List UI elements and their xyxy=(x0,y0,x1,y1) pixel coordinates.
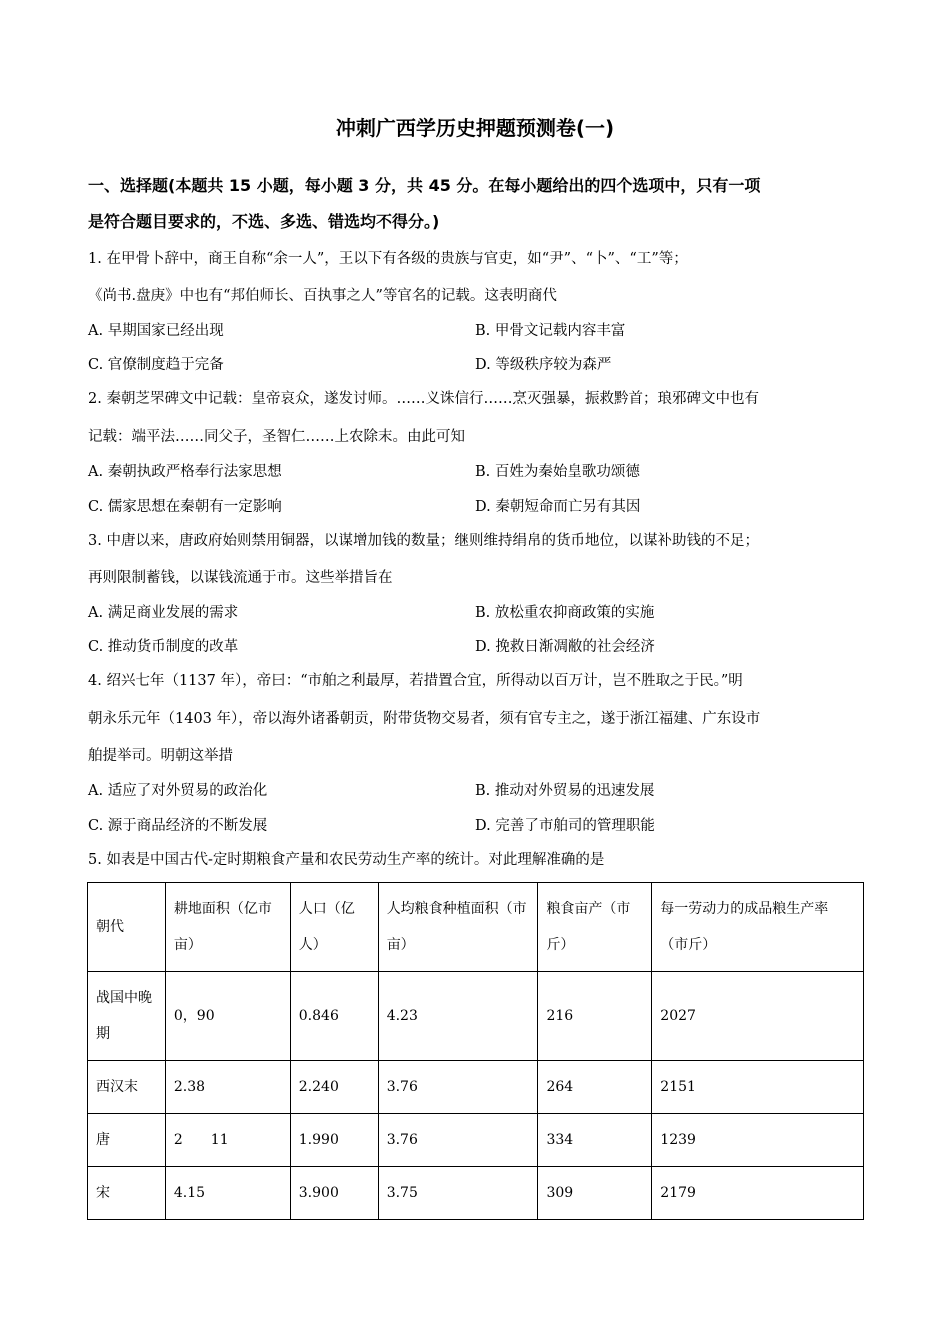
table-header-cell: 朝代 xyxy=(88,883,166,972)
table-row xyxy=(88,1061,864,1114)
question-4-line-2: 朝永乐元年（1403 年），帝以海外诸番朝贡，附带货物交易者，须有官专主之，遂于浙江福建、广东设市 xyxy=(88,711,761,727)
table-cell: 2 11 xyxy=(165,1114,290,1167)
question-3-option-d: D. 挽救日渐凋敝的社会经济 xyxy=(475,639,655,655)
question-1-option-c: C. 官僚制度趋于完备 xyxy=(88,357,224,373)
table-cell: 2151 xyxy=(652,1061,864,1114)
table-cell: 1239 xyxy=(652,1114,864,1167)
question-3-line-1: 3. 中唐以来，唐政府始则禁用铜器，以谋增加钱的数量；继则维持绢帛的货币地位，以谋补助钱的不足； xyxy=(88,533,759,549)
question-2-option-b: B. 百姓为秦始皇歌功颂德 xyxy=(475,464,640,480)
table-cell: 216 xyxy=(538,972,652,1061)
table-row xyxy=(88,1114,864,1167)
question-1-line-1: 1. 在甲骨卜辞中，商王自称“余一人”，王以下有各级的贵族与官吏，如“尹”、“卜”、“工”等； xyxy=(88,251,688,267)
question-4-line-3: 舶提举司。明朝这举措 xyxy=(88,748,233,764)
question-3-line-2: 再则限制蓄钱，以谋钱流通于市。这些举措旨在 xyxy=(88,570,393,586)
table-cell: 264 xyxy=(538,1061,652,1114)
table-cell: 3.900 xyxy=(290,1167,378,1220)
question-1-line-2: 《尚书.盘庚》中也有“邦伯师长、百执事之人”等官名的记载。这表明商代 xyxy=(88,288,557,304)
question-5-line-1: 5. 如表是中国古代-定时期粮食产量和农民劳动生产率的统计。对此理解准确的是 xyxy=(88,852,605,868)
table-header-cell: 人均粮食种植面积（市亩） xyxy=(378,883,538,972)
table-row xyxy=(88,1167,864,1220)
question-1-option-b: B. 甲骨文记载内容丰富 xyxy=(475,323,626,339)
question-2-option-c: C. 儒家思想在秦朝有一定影响 xyxy=(88,499,282,515)
question-4-line-1: 4. 绍兴七年（1137 年），帝曰：“市舶之利最厚，若措置合宜，所得动以百万计，岂不胜取之于民。”明 xyxy=(88,673,743,689)
section-instruction-line-1: 一、选择题(本题共 15 小题，每小题 3 分，共 45 分。在每小题给出的四个选项中，只有一项 xyxy=(88,176,761,195)
table-cell: 1.990 xyxy=(290,1114,378,1167)
question-4-option-b: B. 推动对外贸易的迅速发展 xyxy=(475,783,655,799)
table-cell: 2179 xyxy=(652,1167,864,1220)
question-4-option-c: C. 源于商品经济的不断发展 xyxy=(88,818,268,834)
page-title: 冲刺广西学历史押题预测卷(一) xyxy=(335,116,615,140)
question-3-option-b: B. 放松重农抑商政策的实施 xyxy=(475,605,655,621)
question-2-option-a: A. 秦朝执政严格奉行法家思想 xyxy=(88,464,282,480)
table-row xyxy=(88,972,864,1061)
table-header-cell: 人口（亿人） xyxy=(290,883,378,972)
table-cell: 0，90 xyxy=(165,972,290,1061)
question-2-option-d: D. 秦朝短命而亡另有其因 xyxy=(475,499,641,515)
table-header-cell: 耕地面积（亿市亩） xyxy=(165,883,290,972)
table-cell: 战国中晚期 xyxy=(88,972,166,1061)
table-cell: 0.846 xyxy=(290,972,378,1061)
table-cell: 309 xyxy=(538,1167,652,1220)
table-cell: 334 xyxy=(538,1114,652,1167)
question-2-line-2: 记载：端平法……同父子，圣智仁……上农除末。由此可知 xyxy=(88,429,465,445)
table-cell: 2.240 xyxy=(290,1061,378,1114)
grain-statistics-table xyxy=(87,882,864,1220)
table-cell: 3.75 xyxy=(378,1167,538,1220)
question-4-option-a: A. 适应了对外贸易的政治化 xyxy=(88,783,268,799)
table-header-cell: 粮食亩产（市斤） xyxy=(538,883,652,972)
table-cell: 宋 xyxy=(88,1167,166,1220)
table-cell: 3.76 xyxy=(378,1114,538,1167)
table-cell: 2.38 xyxy=(165,1061,290,1114)
question-1-option-a: A. 早期国家已经出现 xyxy=(88,323,224,339)
table-cell: 西汉末 xyxy=(88,1061,166,1114)
table-header-cell: 每一劳动力的成品粮生产率（市斤） xyxy=(652,883,864,972)
table-cell: 4.15 xyxy=(165,1167,290,1220)
table-cell: 2027 xyxy=(652,972,864,1061)
section-instruction-line-2: 是符合题目要求的，不选、多选、错选均不得分。) xyxy=(88,212,440,231)
table-header-row xyxy=(88,883,864,972)
question-2-line-1: 2. 秦朝芝罘碑文中记载：皇帝哀众，遂发讨师。……义诛信行……烹灭强暴，振救黔首；琅邪碑文中也有 xyxy=(88,391,759,407)
question-3-option-c: C. 推动货币制度的改革 xyxy=(88,639,239,655)
question-1-option-d: D. 等级秩序较为森严 xyxy=(475,357,612,373)
question-3-option-a: A. 满足商业发展的需求 xyxy=(88,605,239,621)
question-4-option-d: D. 完善了市舶司的管理职能 xyxy=(475,818,655,834)
table-cell: 唐 xyxy=(88,1114,166,1167)
table-cell: 4.23 xyxy=(378,972,538,1061)
table-cell: 3.76 xyxy=(378,1061,538,1114)
